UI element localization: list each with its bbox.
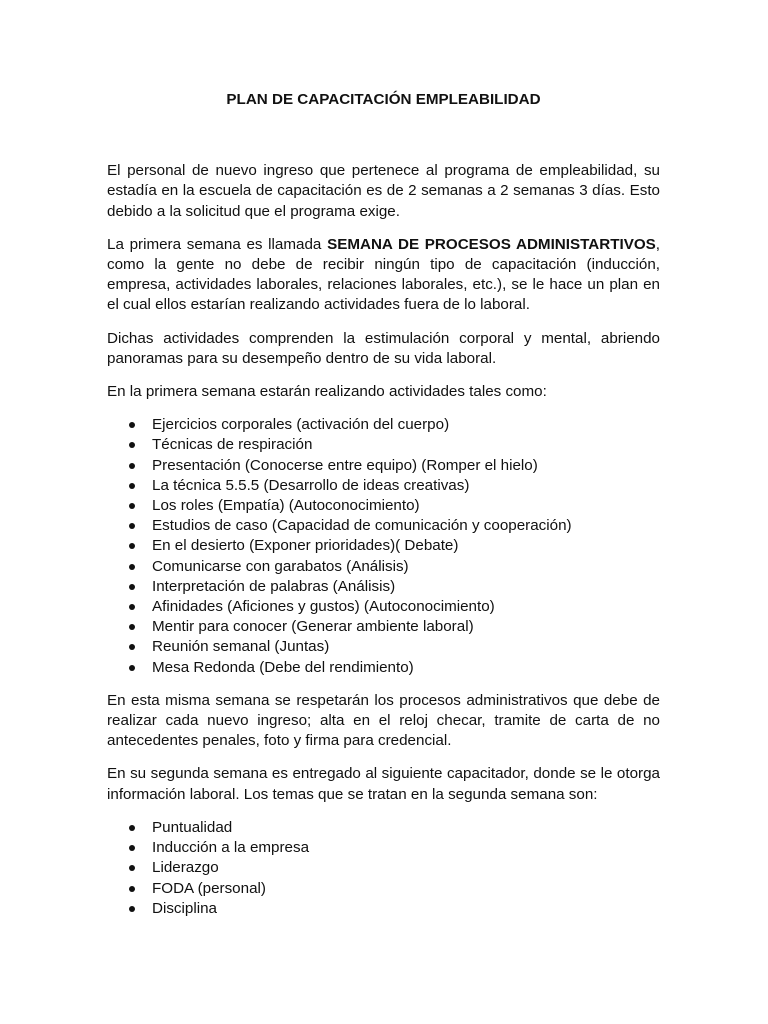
- bullet-icon: [129, 483, 135, 489]
- bullet-icon: [129, 665, 135, 671]
- bullet-icon: [129, 886, 135, 892]
- list-item-text: Reunión semanal (Juntas): [152, 638, 330, 656]
- list-item-text: Los roles (Empatía) (Autoconocimiento): [152, 497, 420, 515]
- list-item-text: Técnicas de respiración: [152, 436, 313, 454]
- list-item: [107, 516, 660, 536]
- paragraph-first-week-text-end: , como la gente no debe de recibir ningún tipo de capacitación (inducción, empresa, actividades laborales, relaciones laborales, etc.), se le hace un plan en el cual ellos estarían realizando actividades fuera de lo laboral.: [107, 235, 660, 314]
- list-item: [107, 597, 660, 617]
- bullet-icon: [129, 584, 135, 590]
- list-item: [107, 476, 660, 496]
- bullet-icon: [129, 422, 135, 428]
- bullet-icon: [129, 624, 135, 630]
- paragraph-first-week-bold: SEMANA DE PROCESOS ADMINISTARTIVOS: [327, 235, 656, 253]
- bullet-icon: [129, 503, 135, 509]
- list-item-text: La técnica 5.5.5 (Desarrollo de ideas creativas): [152, 476, 470, 494]
- first-week-activities-list: [107, 415, 660, 678]
- document-title: PLAN DE CAPACITACIÓN EMPLEABILIDAD: [226, 91, 541, 108]
- bullet-icon: [129, 644, 135, 650]
- bullet-icon: [129, 442, 135, 448]
- paragraph-first-week-text-start: La primera semana es llamada: [107, 235, 328, 253]
- list-item: [107, 577, 660, 597]
- bullet-icon: [129, 564, 135, 570]
- list-item-text: Mesa Redonda (Debe del rendimiento): [152, 658, 414, 676]
- list-item: [107, 899, 660, 919]
- list-item-text: Inducción a la empresa: [152, 839, 310, 857]
- list-item-text: Mentir para conocer (Generar ambiente laboral): [152, 618, 474, 636]
- list-item-text: Disciplina: [152, 899, 217, 917]
- paragraph-second-week: En su segunda semana es entregado al siguiente capacitador, donde se le otorga información laboral. Los temas que se tratan en la segunda semana son:: [107, 765, 660, 803]
- list-item-text: En el desierto (Exponer prioridades)( Debate): [152, 537, 459, 555]
- paragraph-first-week: [107, 235, 660, 316]
- list-item-text: Puntualidad: [152, 818, 233, 836]
- paragraph-activities: Dichas actividades comprenden la estimulación corporal y mental, abriendo panoramas para su desempeño dentro de su vida laboral.: [107, 329, 660, 367]
- list-item-text: FODA (personal): [152, 879, 266, 897]
- bullet-icon: [129, 865, 135, 871]
- list-item: [107, 858, 660, 878]
- bullet-icon: [129, 463, 135, 469]
- list-item-text: Liderazgo: [152, 859, 219, 877]
- list-item-text: Interpretación de palabras (Análisis): [152, 577, 396, 595]
- list-item: [107, 617, 660, 637]
- bullet-icon: [129, 825, 135, 831]
- list-item-text: Estudios de caso (Capacidad de comunicación y cooperación): [152, 517, 572, 535]
- paragraph-first-week-list-intro: En la primera semana estarán realizando actividades tales como:: [107, 383, 547, 401]
- list-item: [107, 838, 660, 858]
- paragraph-intro: El personal de nuevo ingreso que pertenece al programa de empleabilidad, su estadía en la escuela de capacitación es de 2 semanas a 2 semanas 3 días. Esto debido a la solicitud que el programa exige.: [107, 162, 660, 220]
- bullet-icon: [129, 604, 135, 610]
- list-item: [107, 496, 660, 516]
- list-item: [107, 456, 660, 476]
- list-item: [107, 435, 660, 455]
- list-item: [107, 658, 660, 678]
- list-item: [107, 415, 660, 435]
- bullet-icon: [129, 523, 135, 529]
- paragraph-administrative: En esta misma semana se respetarán los procesos administrativos que debe de realizar cada nuevo ingreso; alta en el reloj checar, tramite de carta de no antecedentes penales, foto y firma para credencial.: [107, 691, 660, 750]
- bullet-icon: [129, 845, 135, 851]
- document-page: [107, 90, 660, 932]
- bullet-icon: [129, 543, 135, 549]
- list-item: [107, 818, 660, 838]
- list-item-text: Afinidades (Aficiones y gustos) (Autoconocimiento): [152, 598, 495, 616]
- list-item: [107, 879, 660, 899]
- list-item-text: Presentación (Conocerse entre equipo) (Romper el hielo): [152, 456, 538, 474]
- second-week-topics-list: [107, 818, 660, 919]
- list-item: [107, 557, 660, 577]
- bullet-icon: [129, 906, 135, 912]
- list-item-text: Ejercicios corporales (activación del cuerpo): [152, 416, 450, 434]
- list-item: [107, 637, 660, 657]
- list-item: [107, 536, 660, 556]
- list-item-text: Comunicarse con garabatos (Análisis): [152, 557, 409, 575]
